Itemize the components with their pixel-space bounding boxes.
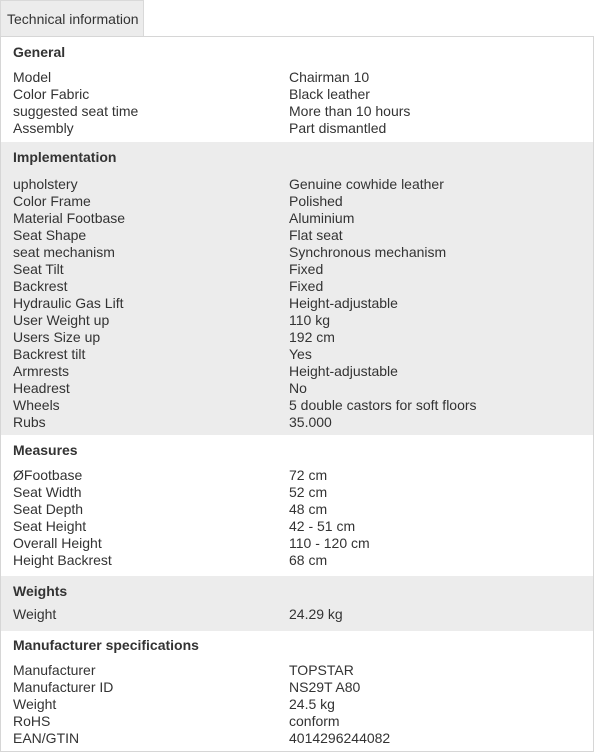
- technical-information-panel: [0, 36, 594, 752]
- spec-label: Backrest: [13, 278, 68, 294]
- spec-row: [1, 295, 593, 312]
- spec-row: [1, 730, 593, 747]
- spec-row: [1, 329, 593, 346]
- section-title: Measures: [13, 442, 78, 458]
- spec-label: Wheels: [13, 397, 60, 413]
- spec-label: Model: [13, 69, 52, 85]
- spec-row: [1, 467, 593, 484]
- spec-row: [1, 363, 593, 380]
- spec-value: TOPSTAR: [289, 662, 354, 678]
- section-measures: [1, 435, 593, 576]
- spec-value: 5 double castors for soft floors: [289, 397, 477, 413]
- spec-label: Weight: [13, 696, 57, 712]
- spec-label: Color Fabric: [13, 86, 90, 102]
- spec-value: Aluminium: [289, 210, 355, 226]
- spec-row: [1, 193, 593, 210]
- spec-value: 48 cm: [289, 501, 328, 517]
- spec-label: Headrest: [13, 380, 70, 396]
- spec-label: Users Size up: [13, 329, 101, 345]
- spec-label: Manufacturer: [13, 662, 96, 678]
- spec-row: [1, 278, 593, 295]
- spec-label: Manufacturer ID: [13, 679, 114, 695]
- spec-row: [1, 518, 593, 535]
- spec-value: Fixed: [289, 278, 324, 294]
- spec-value: Chairman 10: [289, 69, 370, 85]
- spec-value: Yes: [289, 346, 312, 362]
- spec-label: Color Frame: [13, 193, 91, 209]
- spec-label: Assembly: [13, 120, 74, 136]
- section-title: Weights: [13, 583, 68, 599]
- spec-row: [1, 713, 593, 730]
- spec-value: Polished: [289, 193, 343, 209]
- spec-label: suggested seat time: [13, 103, 139, 119]
- spec-row: [1, 346, 593, 363]
- spec-label: Weight: [13, 606, 57, 622]
- spec-label: Seat Tilt: [13, 261, 64, 277]
- spec-row: [1, 552, 593, 569]
- tab-technical-information[interactable]: Technical information: [0, 0, 144, 36]
- section-title: General: [13, 44, 66, 60]
- spec-value: Height-adjustable: [289, 295, 398, 311]
- section-general: [1, 37, 593, 142]
- spec-row: [1, 662, 593, 679]
- spec-value: Part dismantled: [289, 120, 387, 136]
- spec-row: [1, 227, 593, 244]
- section-implementation: [1, 142, 593, 435]
- spec-label: RoHS: [13, 713, 51, 729]
- spec-row: [1, 210, 593, 227]
- spec-row: [1, 397, 593, 414]
- spec-label: User Weight up: [13, 312, 110, 328]
- spec-label: Seat Width: [13, 484, 82, 500]
- spec-value: conform: [289, 713, 340, 729]
- spec-row: [1, 312, 593, 329]
- spec-row: [1, 679, 593, 696]
- spec-label: Seat Shape: [13, 227, 87, 243]
- spec-value: 35.000: [289, 414, 332, 430]
- spec-label: upholstery: [13, 176, 78, 192]
- spec-label: Seat Depth: [13, 501, 84, 517]
- spec-value: 68 cm: [289, 552, 328, 568]
- spec-row: [1, 606, 593, 623]
- section-manufacturer-specifications: [1, 631, 593, 751]
- spec-value: 42 - 51 cm: [289, 518, 356, 534]
- spec-label: Rubs: [13, 414, 46, 430]
- spec-value: Black leather: [289, 86, 370, 102]
- spec-value: 24.5 kg: [289, 696, 335, 712]
- spec-value: 192 cm: [289, 329, 335, 345]
- spec-label: Height Backrest: [13, 552, 112, 568]
- spec-label: Hydraulic Gas Lift: [13, 295, 124, 311]
- spec-row: [1, 696, 593, 713]
- spec-value: Synchronous mechanism: [289, 244, 447, 260]
- spec-row: [1, 380, 593, 397]
- spec-label: Seat Height: [13, 518, 87, 534]
- spec-value: Fixed: [289, 261, 324, 277]
- spec-row: [1, 176, 593, 193]
- spec-value: No: [289, 380, 307, 396]
- spec-value: 24.29 kg: [289, 606, 343, 622]
- spec-label: EAN/GTIN: [13, 730, 80, 746]
- spec-row: [1, 535, 593, 552]
- spec-value: 72 cm: [289, 467, 328, 483]
- spec-label: Armrests: [13, 363, 69, 379]
- spec-value: 110 kg: [289, 312, 330, 328]
- spec-row: [1, 103, 593, 120]
- spec-row: [1, 69, 593, 86]
- spec-row: [1, 261, 593, 278]
- spec-row: [1, 414, 593, 431]
- spec-row: [1, 86, 593, 103]
- spec-value: Height-adjustable: [289, 363, 398, 379]
- spec-row: [1, 120, 593, 137]
- section-title: Implementation: [13, 149, 117, 165]
- spec-row: [1, 244, 593, 261]
- tab-bar: [0, 0, 600, 37]
- spec-label: Backrest tilt: [13, 346, 86, 362]
- spec-label: Material Footbase: [13, 210, 126, 226]
- spec-label: seat mechanism: [13, 244, 115, 260]
- spec-row: [1, 501, 593, 518]
- spec-label: Overall Height: [13, 535, 102, 551]
- spec-value: NS29T A80: [289, 679, 361, 695]
- spec-label: ØFootbase: [13, 467, 83, 483]
- spec-value: 4014296244082: [289, 730, 391, 746]
- spec-value: 110 - 120 cm: [289, 535, 370, 551]
- spec-value: 52 cm: [289, 484, 328, 500]
- spec-value: Genuine cowhide leather: [289, 176, 444, 192]
- spec-row: [1, 484, 593, 501]
- section-weights: [1, 576, 593, 631]
- spec-value: More than 10 hours: [289, 103, 411, 119]
- spec-value: Flat seat: [289, 227, 343, 243]
- section-title: Manufacturer specifications: [13, 637, 199, 653]
